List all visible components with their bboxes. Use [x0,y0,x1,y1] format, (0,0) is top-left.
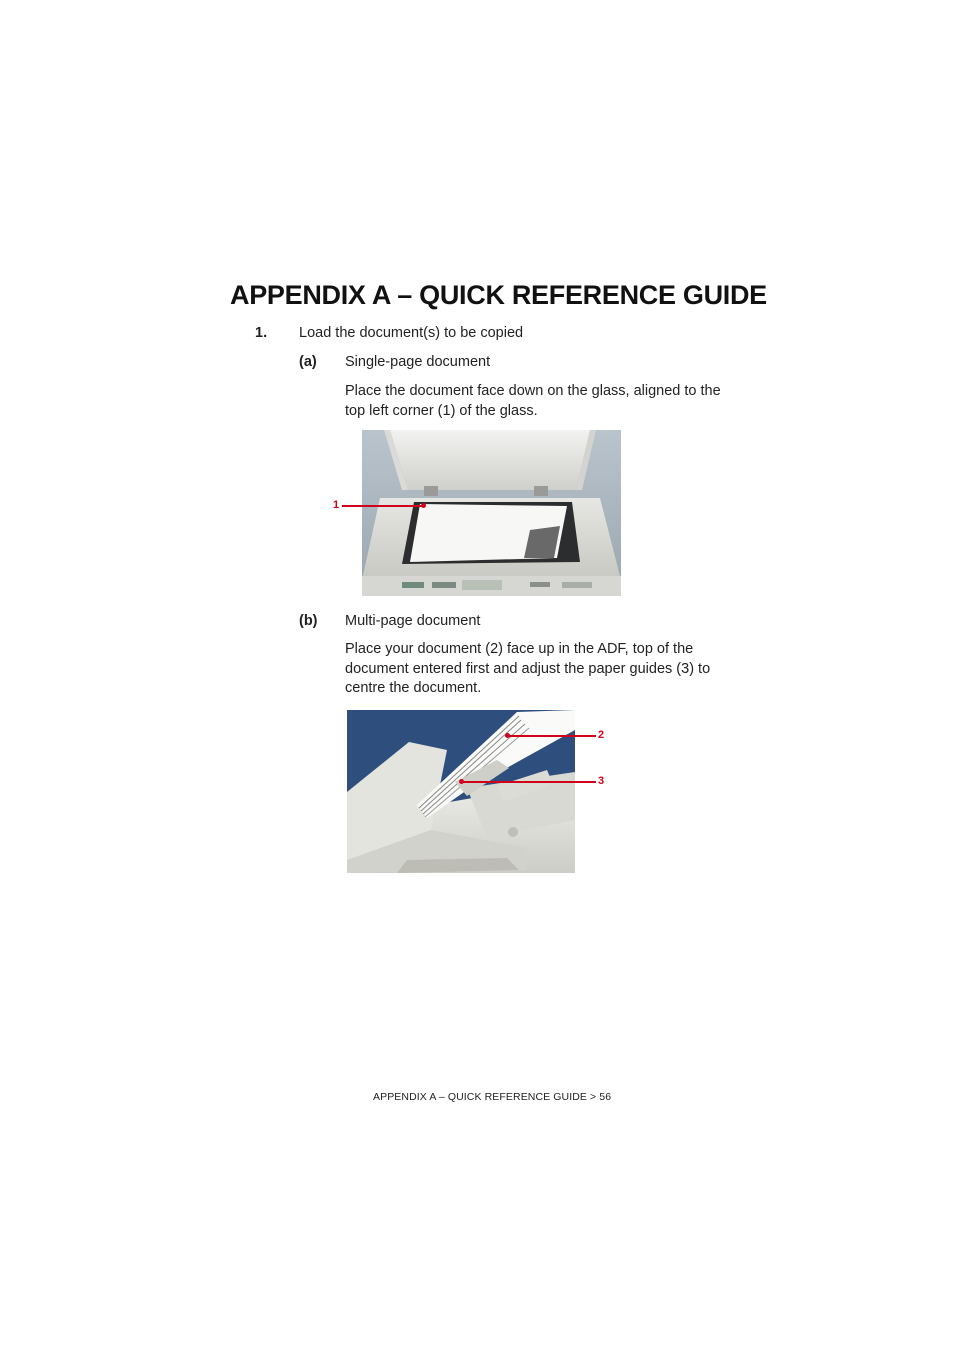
step-number: 1. [255,325,268,341]
callout-3-line [462,781,596,783]
sub-b-body: Place your document (2) face up in the ADF, top of the document entered first and adjust the paper guides (3) to centre the document. [345,641,711,696]
callout-1-label: 1 [333,499,340,511]
callout-3-label: 3 [598,775,605,787]
page-title: APPENDIX A – QUICK REFERENCE GUIDE [230,280,767,310]
sub-a-body: Place the document face down on the glass, aligned to the top left corner (1) of the glass. [345,383,721,419]
page-footer: APPENDIX A – QUICK REFERENCE GUIDE > 56 [373,1091,612,1103]
sub-b-heading: Multi-page document [345,613,481,629]
callout-1-dot [421,503,426,508]
callout-2-line [508,735,596,737]
sub-a-heading: Single-page document [345,354,491,370]
sub-b-label: (b) [299,613,318,629]
sub-a-label: (a) [299,354,317,370]
scanner-glass-photo [362,430,621,596]
step-text: Load the document(s) to be copied [299,325,524,341]
callout-2-label: 2 [598,729,605,741]
callout-1-line [342,505,424,507]
